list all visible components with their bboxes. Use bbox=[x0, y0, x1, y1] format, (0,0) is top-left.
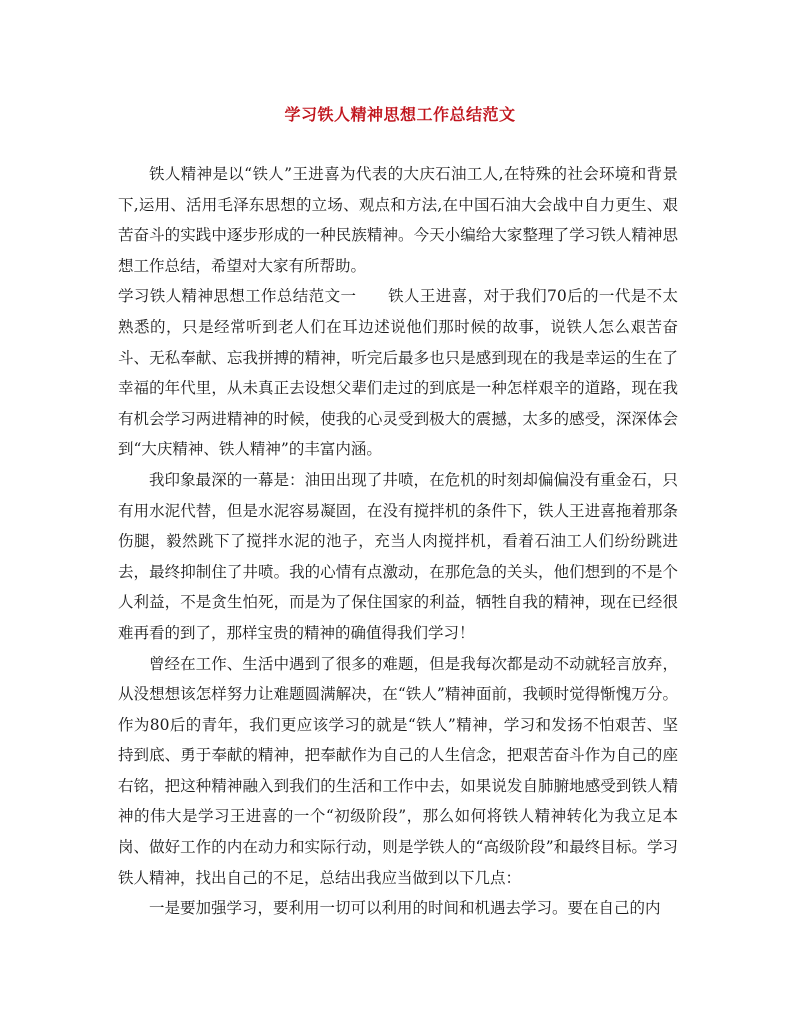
paragraph: 铁人精神是以“铁人”王进喜为代表的大庆石油工人,在特殊的社会环境和背景下,运用、活用毛泽东思想的立场、观点和方法,在中国石油大会战中自力更生、艰苦奋斗的实践中逐步形成的一种民族精神。今天小编给大家整理了学习铁人精神思想工作总结，希望对大家有所帮助。 bbox=[118, 165, 678, 275]
paragraph: 学习铁人精神思想工作总结范文一 铁人王进喜，对于我们70后的一代是不太熟悉的，只是经常听到老人们在耳边述说他们那时候的故事，说铁人怎么艰苦奋斗、无私奉献、忘我拼搏的精神，听完后最多也只是感到现在的我是幸运的生在了幸福的年代里，从未真正去设想父辈们走过的到底是一种怎样艰辛的道路，现在我有机会学习两进精神的时候，使我的心灵受到极大的震撼，太多的感受，深深体会到“大庆精神、铁人精神”的丰富内涵。 bbox=[118, 287, 678, 459]
document-title: 学习铁人精神思想工作总结范文 bbox=[284, 105, 516, 124]
paragraph: 我印象最深的一幕是：油田出现了井喷，在危机的时刻却偏偏没有重金石，只有用水泥代替，但是水泥容易凝固，在没有搅拌机的条件下，铁人王进喜拖着那条伤腿，毅然跳下了搅拌水泥的池子，充当人肉搅拌机，看着石油工人们纷纷跳进去，最终抑制住了井喷。我的心情有点激动，在那危急的关头，他们想到的不是个人利益，不是贪生怕死，而是为了保住国家的利益，牺牲自我的精神，现在已经很难再看的到了，那样宝贵的精神的确值得我们学习！ bbox=[118, 470, 678, 642]
paragraph: 曾经在工作、生活中遇到了很多的难题，但是我每次都是动不动就轻言放弃，从没想想该怎样努力让难题圆满解决，在“铁人”精神面前，我顿时觉得惭愧万分。作为80后的青年，我们更应该学习的就是“铁人”精神，学习和发扬不怕艰苦、坚持到底、勇于奉献的精神，把奉献作为自己的人生信念，把艰苦奋斗作为自己的座右铭，把这种精神融入到我们的生活和工作中去，如果说发自肺腑地感受到铁人精神的伟大是学习王进喜的一个“初级阶段”，那么如何将铁人精神转化为我立足本岗、做好工作的内在动力和实际行动，则是学铁人的“高级阶段”和最终目标。学习铁人精神，找出自己的不足，总结出我应当做到以下几点： bbox=[118, 654, 678, 887]
paragraph: 一是要加强学习，要利用一切可以利用的时间和机遇去学习。要在自己的内 bbox=[149, 899, 661, 918]
document-body bbox=[118, 159, 678, 924]
